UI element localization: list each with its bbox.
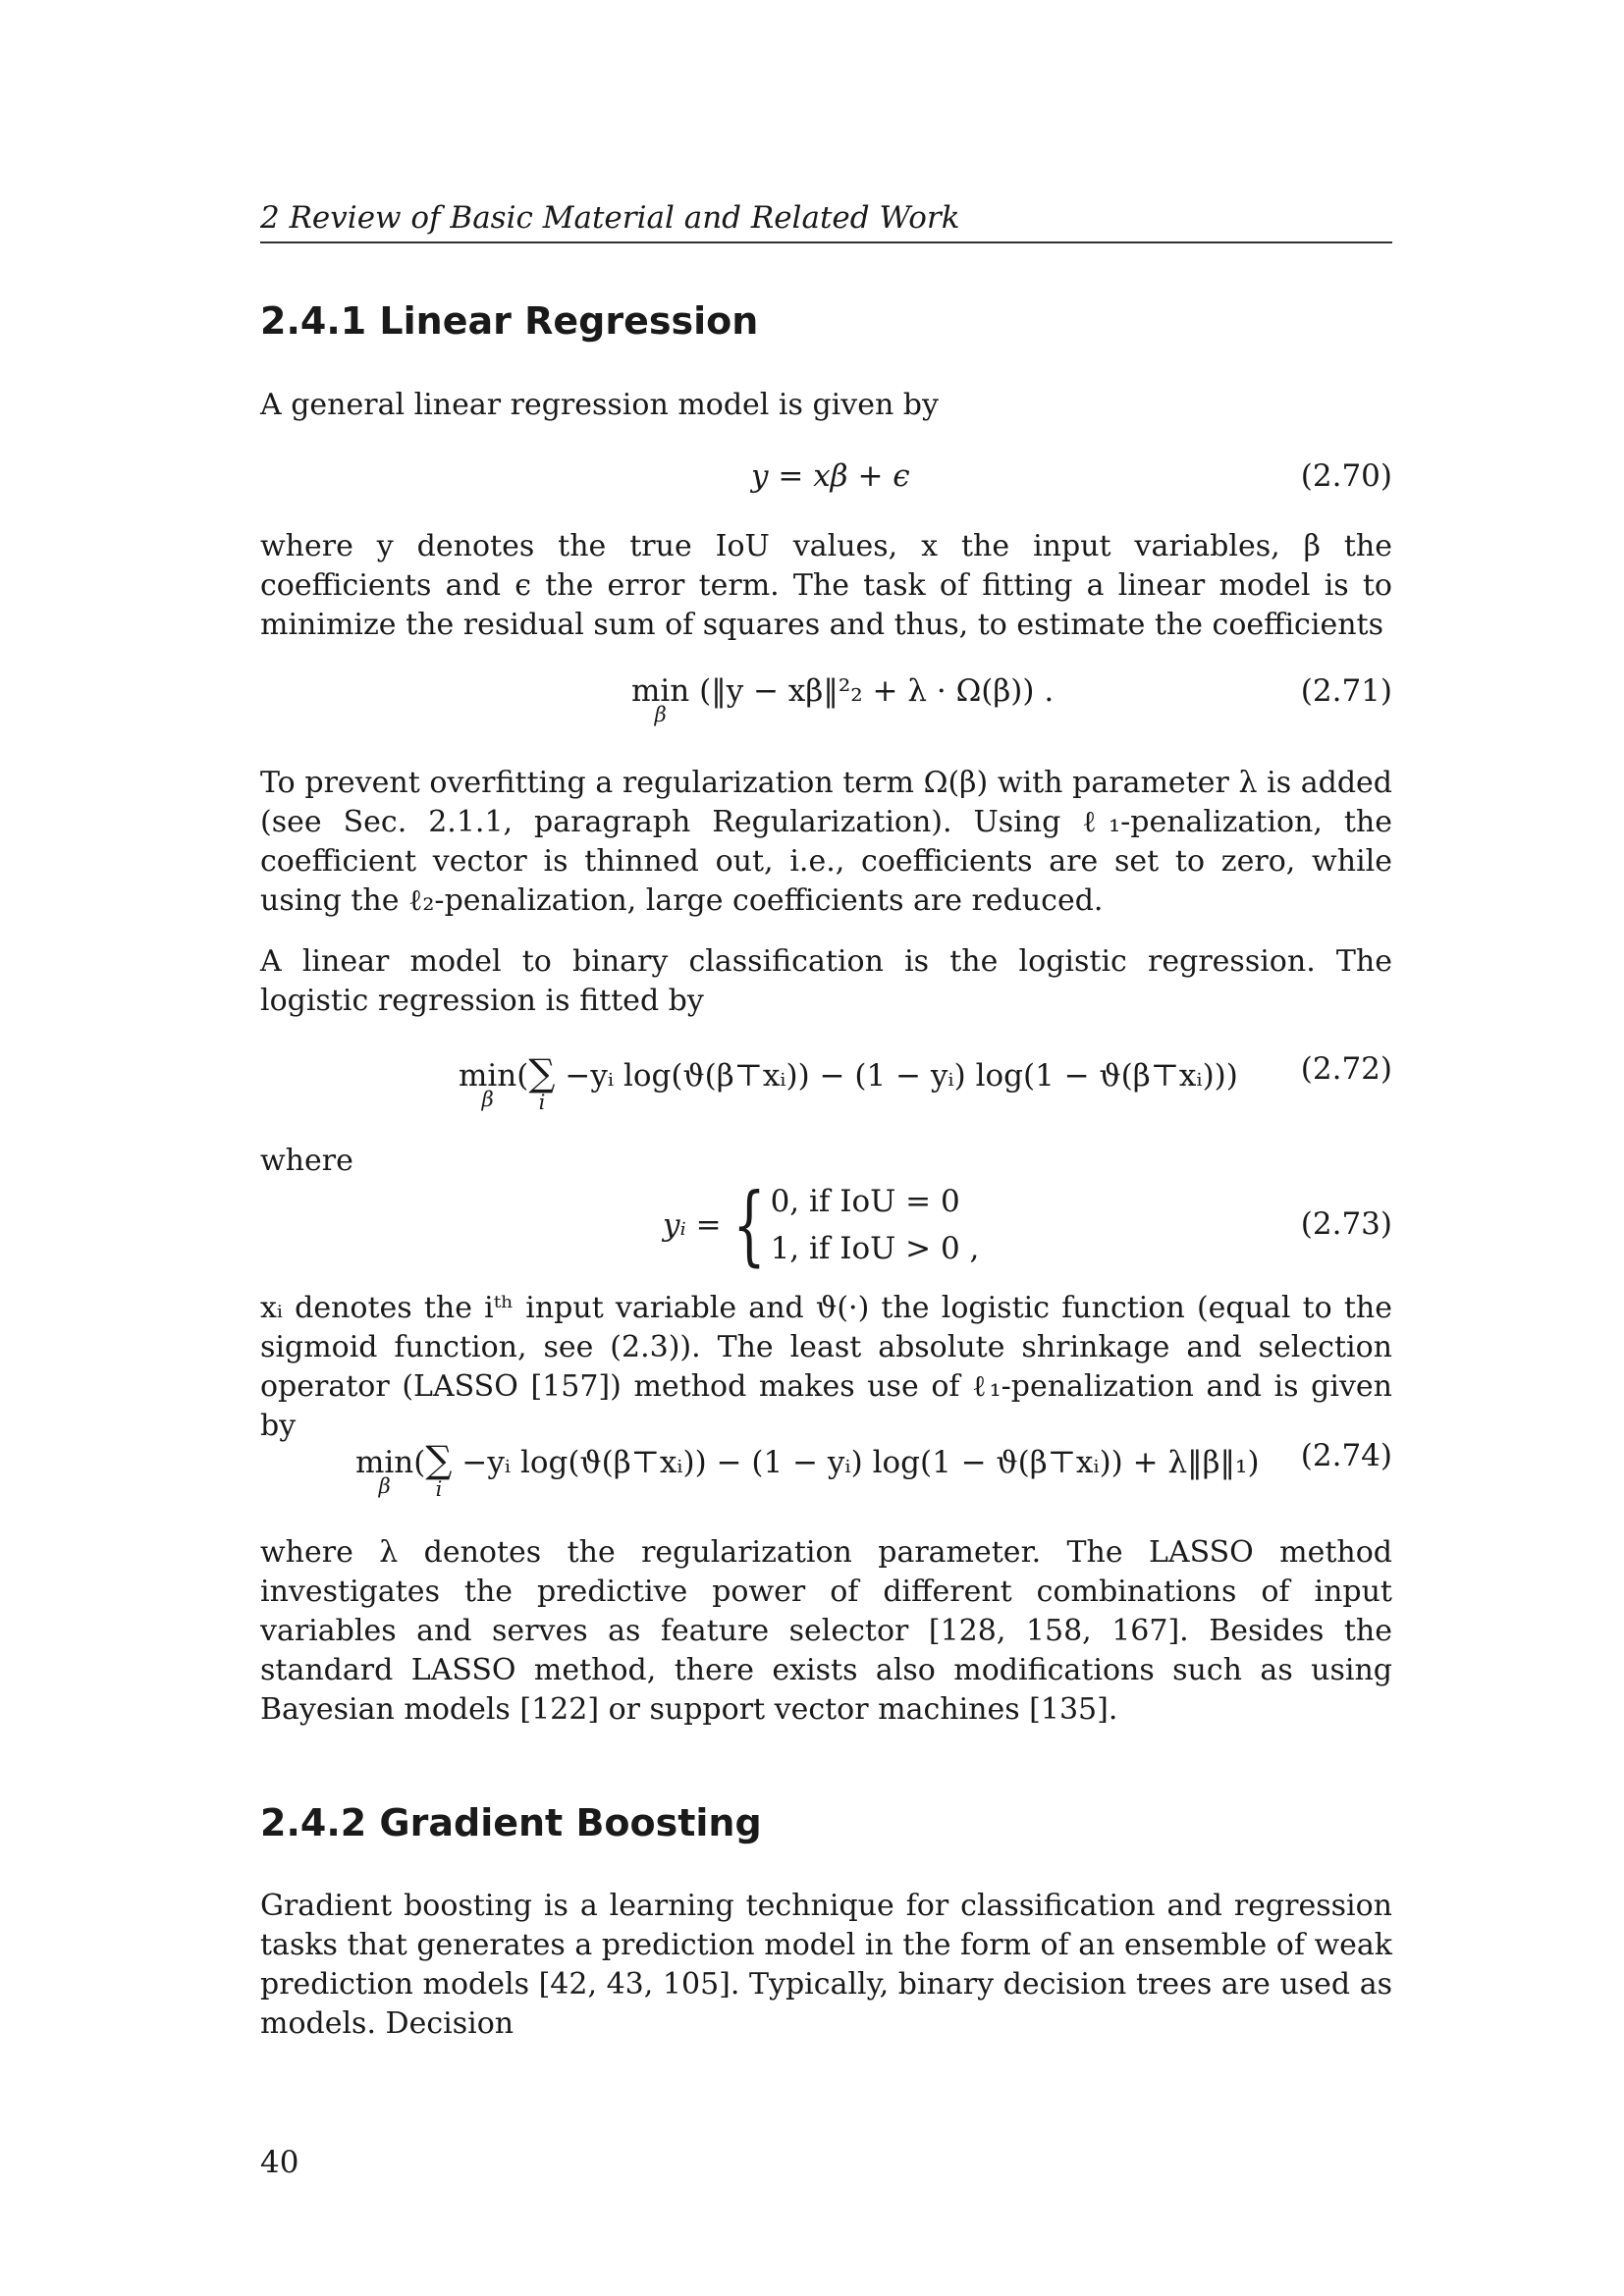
paragraph-regularization: To prevent overfitting a regularization term Ω(β) with parameter λ is added (see Sec. 2.1.1, paragraph Regularization). Using ℓ₁-penalization, the coefficient vector is thinned out, i.e., coefficients are set to zero, while using the ℓ₂-penalization, large coefficients are reduced. [260,766,1392,918]
paragraph-xi: xᵢ denotes the iᵗʰ input variable and ϑ(·) the logistic function (equal to the sigmoid function, see (2.3)). The least absolute shrinkage and selection operator (LASSO [157]) method makes use of ℓ₁-penalization and is given by [260,1291,1392,1443]
sum-operator: ∑ i [425,1438,453,1501]
paragraph-where: where y denotes the true IoU values, x the input variables, β the coefficients and ϵ the error term. The task of fitting a linear model is to minimize the residual sum of squares and thus, to estimate the coefficients [260,529,1392,642]
equation-lhs: yᵢ = [663,1207,722,1243]
min-operator: min β [631,673,690,726]
sum-operator: ∑ i [528,1051,556,1114]
equation-number: (2.74) [1300,1438,1392,1473]
equation-number: (2.71) [1300,673,1392,709]
paragraph-logistic: A linear model to binary classification is the logistic regression. The logistic regression is fitted by [260,944,1392,1018]
equation-2-73 [260,1171,1392,1279]
cases [771,1178,980,1272]
equation-body: (‖y − xβ‖²₂ + λ · Ω(β)) . [699,673,1055,709]
equation-number: (2.70) [1300,458,1392,494]
equation-2-74: min β (∑ i −yᵢ log(ϑ(β⊤xᵢ)) − (1 − yᵢ) log(1 − ϑ(β⊤xᵢ)) + λ‖β‖₁) (2.74) [355,1438,1392,1501]
equation-body: y = xβ + ϵ [751,458,910,494]
equation-body: −yᵢ log(ϑ(β⊤xᵢ)) − (1 − yᵢ) log(1 − ϑ(β⊤xᵢ)) + λ‖β‖₁) [461,1445,1260,1480]
paragraph-lasso: where λ denotes the regularization parameter. The LASSO method investigates the predictive power of different combinations of input variables and serves as feature selector [128, 158, 167]. Besides the standard LASSO method, there exists also modifications such as using Bayesian models [122] or support vector machines [135]. [260,1535,1392,1727]
section-title-gradient-boosting: 2.4.2 Gradient Boosting [260,1801,762,1844]
paragraph-where-label: where [260,1144,353,1178]
equation-2-71 [260,673,1392,732]
equation-number: (2.72) [1300,1051,1392,1087]
left-brace: { [731,1174,766,1275]
equation-body: −yᵢ log(ϑ(β⊤xᵢ)) − (1 − yᵢ) log(1 − ϑ(β⊤xᵢ))) [565,1058,1238,1094]
case-one: 1, if IoU > 0 , [770,1231,980,1266]
equation-number: (2.73) [1300,1206,1392,1242]
min-operator: min β [459,1058,517,1111]
running-head: 2 Review of Basic Material and Related Work [260,196,1392,243]
min-operator: min β [355,1445,414,1498]
paragraph-gradient-boosting: Gradient boosting is a learning technique for classification and regression tasks that generates a prediction model in the form of an ensemble of weak prediction models [42, 43, 105]. Typically, binary decision trees are used as models. Decision [260,1889,1392,2041]
equation-2-72: min β (∑ i −yᵢ log(ϑ(β⊤xᵢ)) − (1 − yᵢ) log(1 − ϑ(β⊤xᵢ))) (2.72) [459,1051,1392,1114]
section-title-linear-regression: 2.4.1 Linear Regression [260,299,759,343]
page-number: 40 [260,2145,299,2180]
paragraph-intro: A general linear regression model is given by [260,388,939,422]
equation-2-70 [260,458,1392,517]
case-zero: 0, if IoU = 0 [770,1184,960,1219]
